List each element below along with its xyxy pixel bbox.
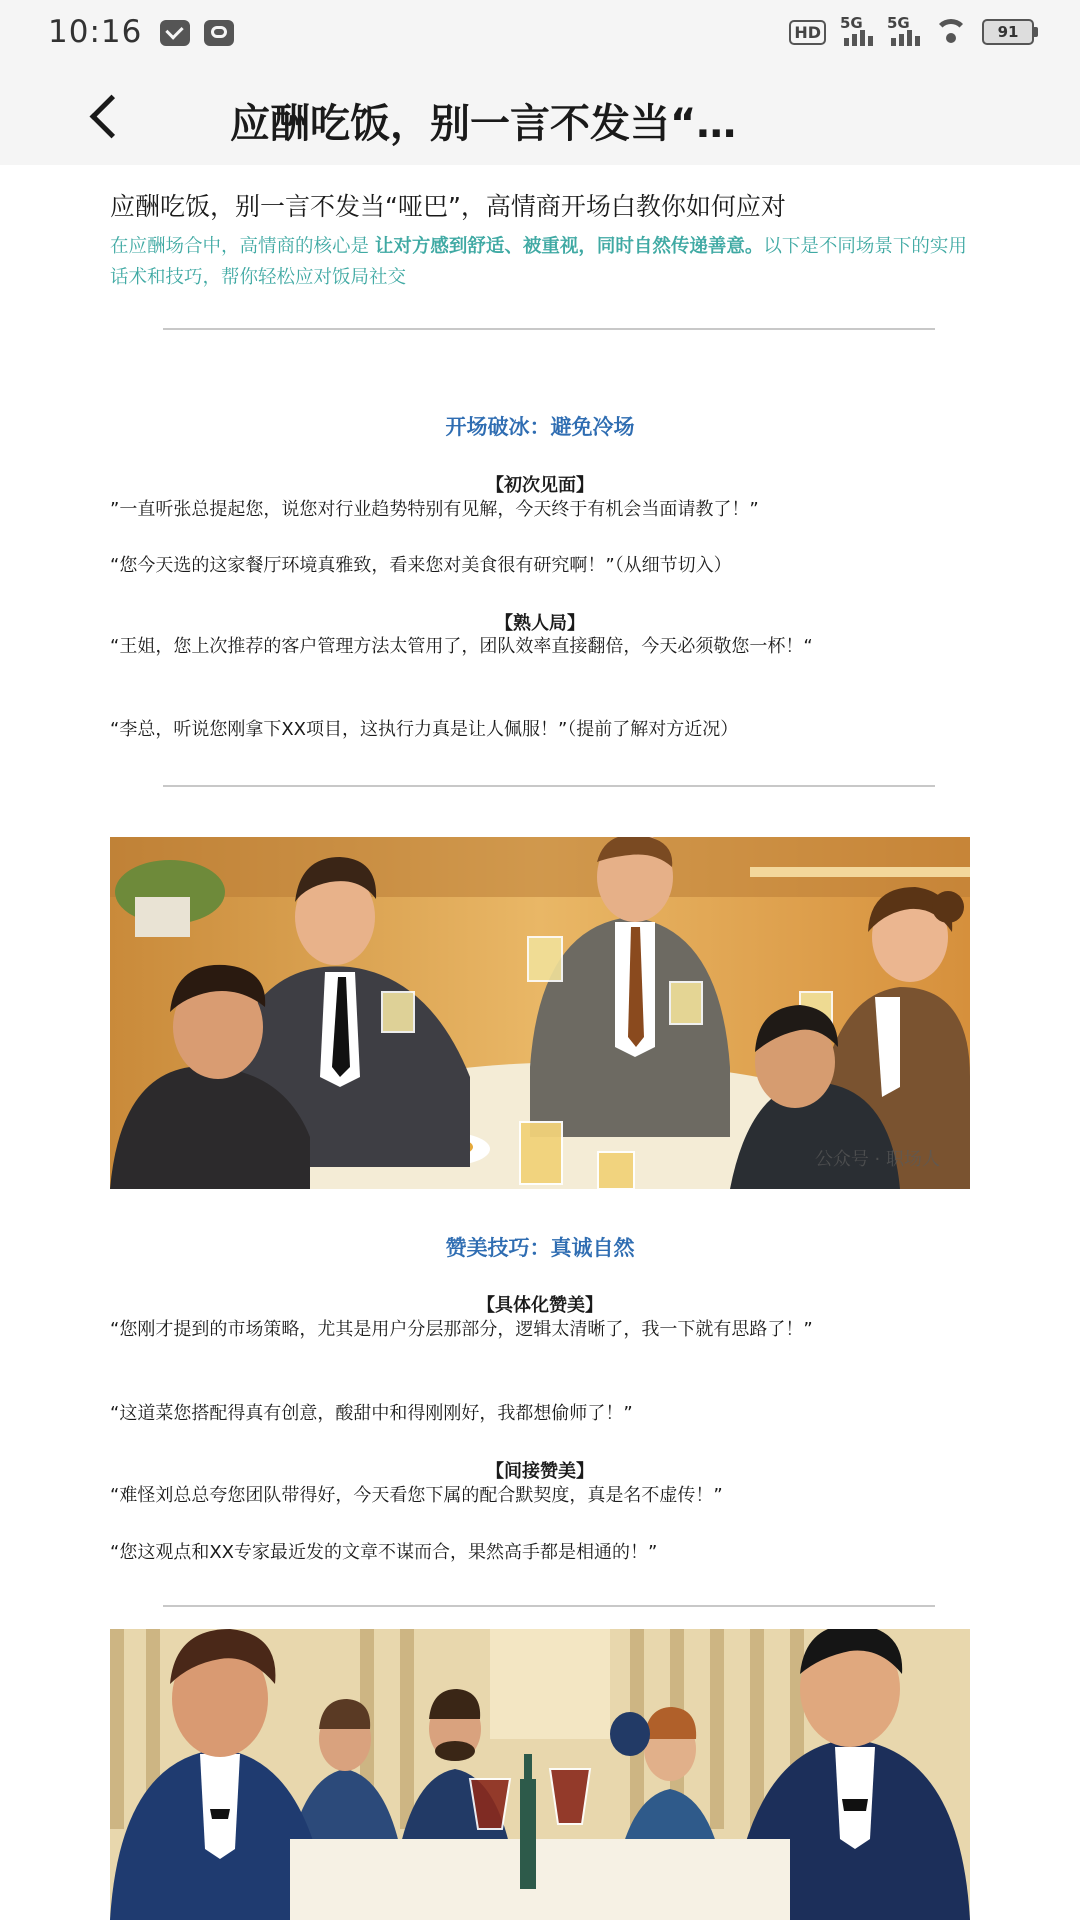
section-heading: 开场破冰：避免冷场 — [445, 415, 635, 439]
page-title: 应酬吃饭，别一言不发当“… — [230, 101, 737, 147]
nav-bar — [0, 70, 1080, 165]
intro-prefix: 在应酬场合中，高情商的核心是 — [110, 236, 375, 257]
intro-suffix: 以下是不同场景下的实用话术和技巧，帮你轻松应对饭局社交 — [110, 236, 967, 288]
quote-text: ”一直听张总提起您，说您对行业趋势特别有见解，今天终于有机会当面请教了！” — [110, 499, 759, 520]
hd-icon: HD — [789, 20, 826, 45]
quote-text: “王姐，您上次推荐的客户管理方法太管用了，团队效率直接翻倍，今天必须敬您一杯！“ — [110, 636, 813, 657]
sub-heading: 【初次见面】 — [486, 475, 594, 496]
quote-text: “难怪刘总总夸您团队带得好，今天看您下属的配合默契度，真是名不虚传！” — [110, 1485, 723, 1506]
article-intro — [110, 231, 980, 293]
sub-heading: 【具体化赞美】 — [477, 1295, 603, 1316]
image-watermark: 公众号 · 职场人 — [814, 1149, 940, 1170]
status-time: 10:16 — [48, 14, 143, 50]
formal-banquet-illustration — [110, 1629, 970, 1920]
notification-icons — [160, 20, 234, 46]
link-icon — [204, 20, 234, 46]
section-heading: 赞美技巧：真诚自然 — [445, 1236, 635, 1260]
divider — [163, 1605, 935, 1607]
article-title: 应酬吃饭，别一言不发当“哑巴”，高情商开场白教你如何应对 — [110, 192, 786, 221]
quote-text: “您刚才提到的市场策略，尤其是用户分层那部分，逻辑太清晰了，我一下就有思路了！” — [110, 1319, 813, 1340]
divider — [163, 328, 935, 330]
back-button[interactable] — [82, 92, 132, 142]
business-dinner-illustration — [110, 837, 970, 1189]
signal-icon-1 — [840, 14, 873, 46]
signal-2-label: 5G — [887, 14, 910, 32]
sub-heading: 【熟人局】 — [495, 613, 585, 634]
system-icons — [789, 14, 1034, 46]
divider — [163, 785, 935, 787]
quote-text: “这道菜您搭配得真有创意，酸甜中和得刚刚好，我都想偷师了！” — [110, 1403, 633, 1424]
message-icon — [160, 20, 190, 46]
signal-icon-2 — [887, 14, 920, 46]
signal-1-label: 5G — [840, 14, 863, 32]
wifi-icon — [934, 19, 968, 45]
status-bar — [0, 0, 1080, 70]
sub-heading: 【间接赞美】 — [486, 1461, 594, 1482]
intro-highlight: 让对方感到舒适、被重视，同时自然传递善意。 — [374, 236, 764, 257]
quote-text: “李总，听说您刚拿下XX项目，这执行力真是让人佩服！”（提前了解对方近况） — [110, 719, 739, 740]
quote-text: “您这观点和XX专家最近发的文章不谋而合，果然高手都是相通的！” — [110, 1542, 658, 1563]
battery-icon: 91 — [982, 19, 1034, 45]
quote-text: “您今天选的这家餐厅环境真雅致，看来您对美食很有研究啊！”（从细节切入） — [110, 555, 732, 576]
